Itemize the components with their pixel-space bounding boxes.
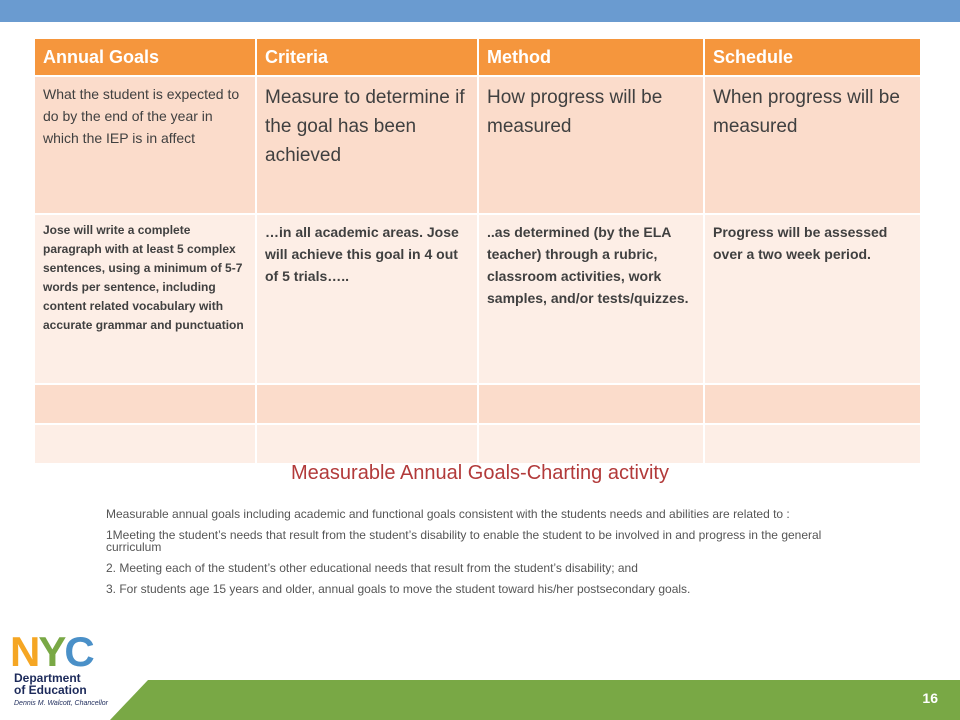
cell-goals-example: Jose will write a complete paragraph with at least 5 complex sentences, using a minimum of 5-7 words per sentence, including content related vocabulary with accurate grammar and punctuation: [34, 214, 256, 384]
cell-criteria-description: Measure to determine if the goal has been achieved: [256, 76, 478, 214]
header-method: Method: [478, 38, 704, 76]
cell-method-description: How progress will be measured: [478, 76, 704, 214]
notes-intro: Measurable annual goals including academic and functional goals consistent with the students needs and abilities are related to :: [106, 507, 790, 521]
table-row-empty: [34, 424, 921, 464]
header-criteria: Criteria: [256, 38, 478, 76]
table-row-example: [34, 214, 921, 384]
cell-criteria-example: …in all academic areas. Jose will achieve this goal in 4 out of 5 trials…..: [256, 214, 478, 384]
cell-method-example: ..as determined (by the ELA teacher) through a rubric, classroom activities, work samples, and/or tests/quizzes.: [478, 214, 704, 384]
slide-title: Measurable Annual Goals-Charting activity: [291, 462, 669, 484]
svg-text:NYC: NYC: [10, 632, 93, 670]
page-number: 16: [922, 690, 938, 706]
cell-schedule-example: Progress will be assessed over a two week period.: [704, 214, 921, 384]
cell-goals-description: What the student is expected to do by the end of the year in which the IEP is in affect: [34, 76, 256, 214]
table-row-description: [34, 76, 921, 214]
empty-cell: [704, 424, 921, 464]
empty-cell: [478, 384, 704, 424]
empty-cell: [256, 424, 478, 464]
empty-cell: [704, 384, 921, 424]
empty-cell: [34, 424, 256, 464]
empty-cell: [34, 384, 256, 424]
cell-schedule-description: When progress will be measured: [704, 76, 921, 214]
logo-chancellor-text: Dennis M. Walcott, Chancellor: [14, 700, 109, 707]
table-header-row: [34, 38, 921, 76]
notes-item-2: 2. Meeting each of the student’s other educational needs that result from the student’s disability; and: [106, 561, 638, 575]
logo-department-text: Department of Education: [14, 671, 87, 697]
header-schedule: Schedule: [704, 38, 921, 76]
nyc-doe-logo: [10, 632, 150, 716]
empty-cell: [478, 424, 704, 464]
notes-item-1: 1Meeting the student’s needs that result from the student’s disability to enable the student to be involved in and progress in the general curriculum: [106, 528, 822, 554]
empty-cell: [256, 384, 478, 424]
notes-item-3: 3. For students age 15 years and older, annual goals to move the student toward his/her postsecondary goals.: [106, 582, 691, 596]
header-annual-goals: Annual Goals: [34, 38, 256, 76]
notes-text: [106, 508, 851, 604]
top-accent-bar: [0, 0, 960, 22]
table-row-empty: [34, 384, 921, 424]
annual-goals-table: [33, 37, 922, 465]
nyc-letters-logo-mark: [10, 632, 114, 670]
